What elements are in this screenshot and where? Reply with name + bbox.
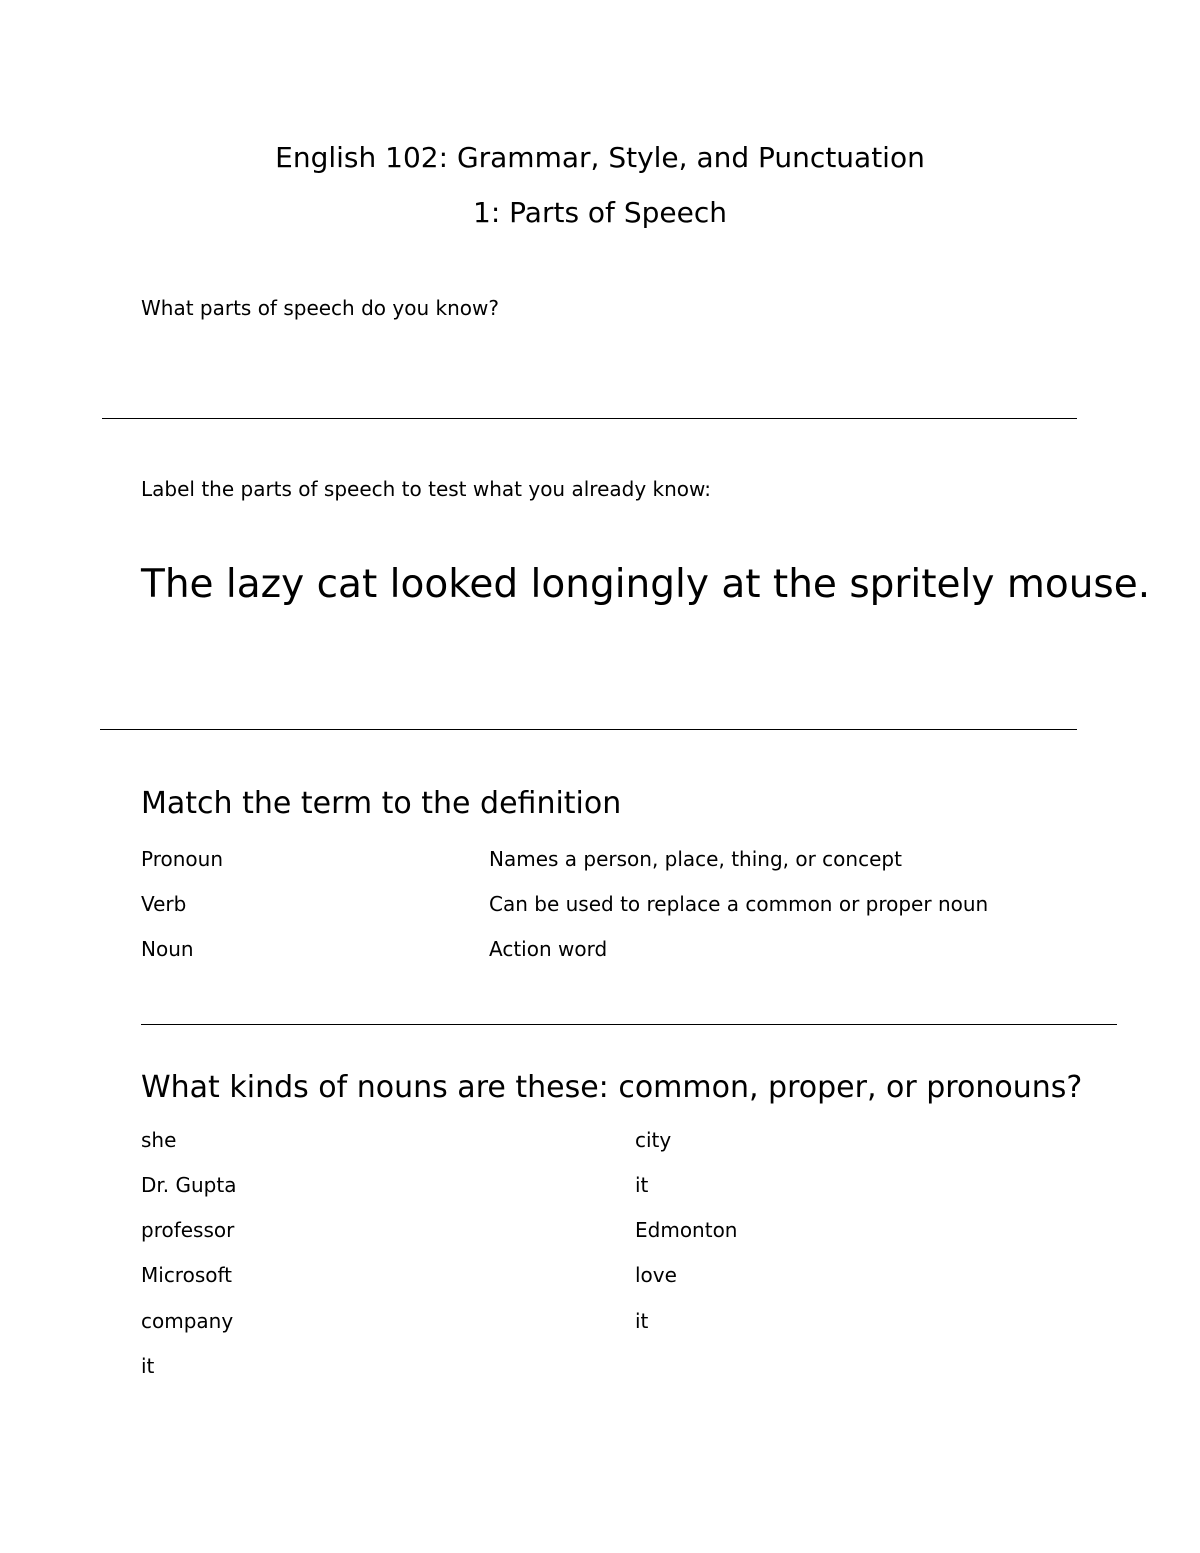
noun-item: Microsoft [141, 1263, 233, 1287]
matching-term: Pronoun [141, 847, 223, 871]
question-label-parts: Label the parts of speech to test what you already know: [141, 477, 712, 501]
noun-item: it [635, 1309, 649, 1333]
example-sentence: The lazy cat looked longingly at the spritely mouse. [141, 562, 1151, 607]
answer-line [102, 418, 1077, 419]
noun-item: city [635, 1128, 672, 1152]
matching-term: Noun [141, 937, 194, 961]
document-title: English 102: Grammar, Style, and Punctuation [275, 141, 925, 174]
noun-item: love [635, 1263, 677, 1287]
document-subtitle: 1: Parts of Speech [473, 196, 727, 229]
noun-item: professor [141, 1218, 235, 1242]
question-parts-of-speech: What parts of speech do you know? [141, 296, 499, 320]
noun-item: it [141, 1354, 155, 1378]
matching-heading: Match the term to the definition [141, 786, 622, 821]
matching-definition: Names a person, place, thing, or concept [489, 847, 902, 871]
nouns-heading: What kinds of nouns are these: common, proper, or pronouns? [141, 1070, 1083, 1105]
noun-item: it [635, 1173, 649, 1197]
answer-line [100, 729, 1077, 730]
matching-definition: Action word [489, 937, 608, 961]
noun-item: company [141, 1309, 234, 1333]
noun-item: Dr. Gupta [141, 1173, 237, 1197]
noun-item: she [141, 1128, 177, 1152]
section-divider [141, 1024, 1117, 1025]
matching-definition: Can be used to replace a common or proper noun [489, 892, 989, 916]
matching-term: Verb [141, 892, 187, 916]
noun-item: Edmonton [635, 1218, 738, 1242]
